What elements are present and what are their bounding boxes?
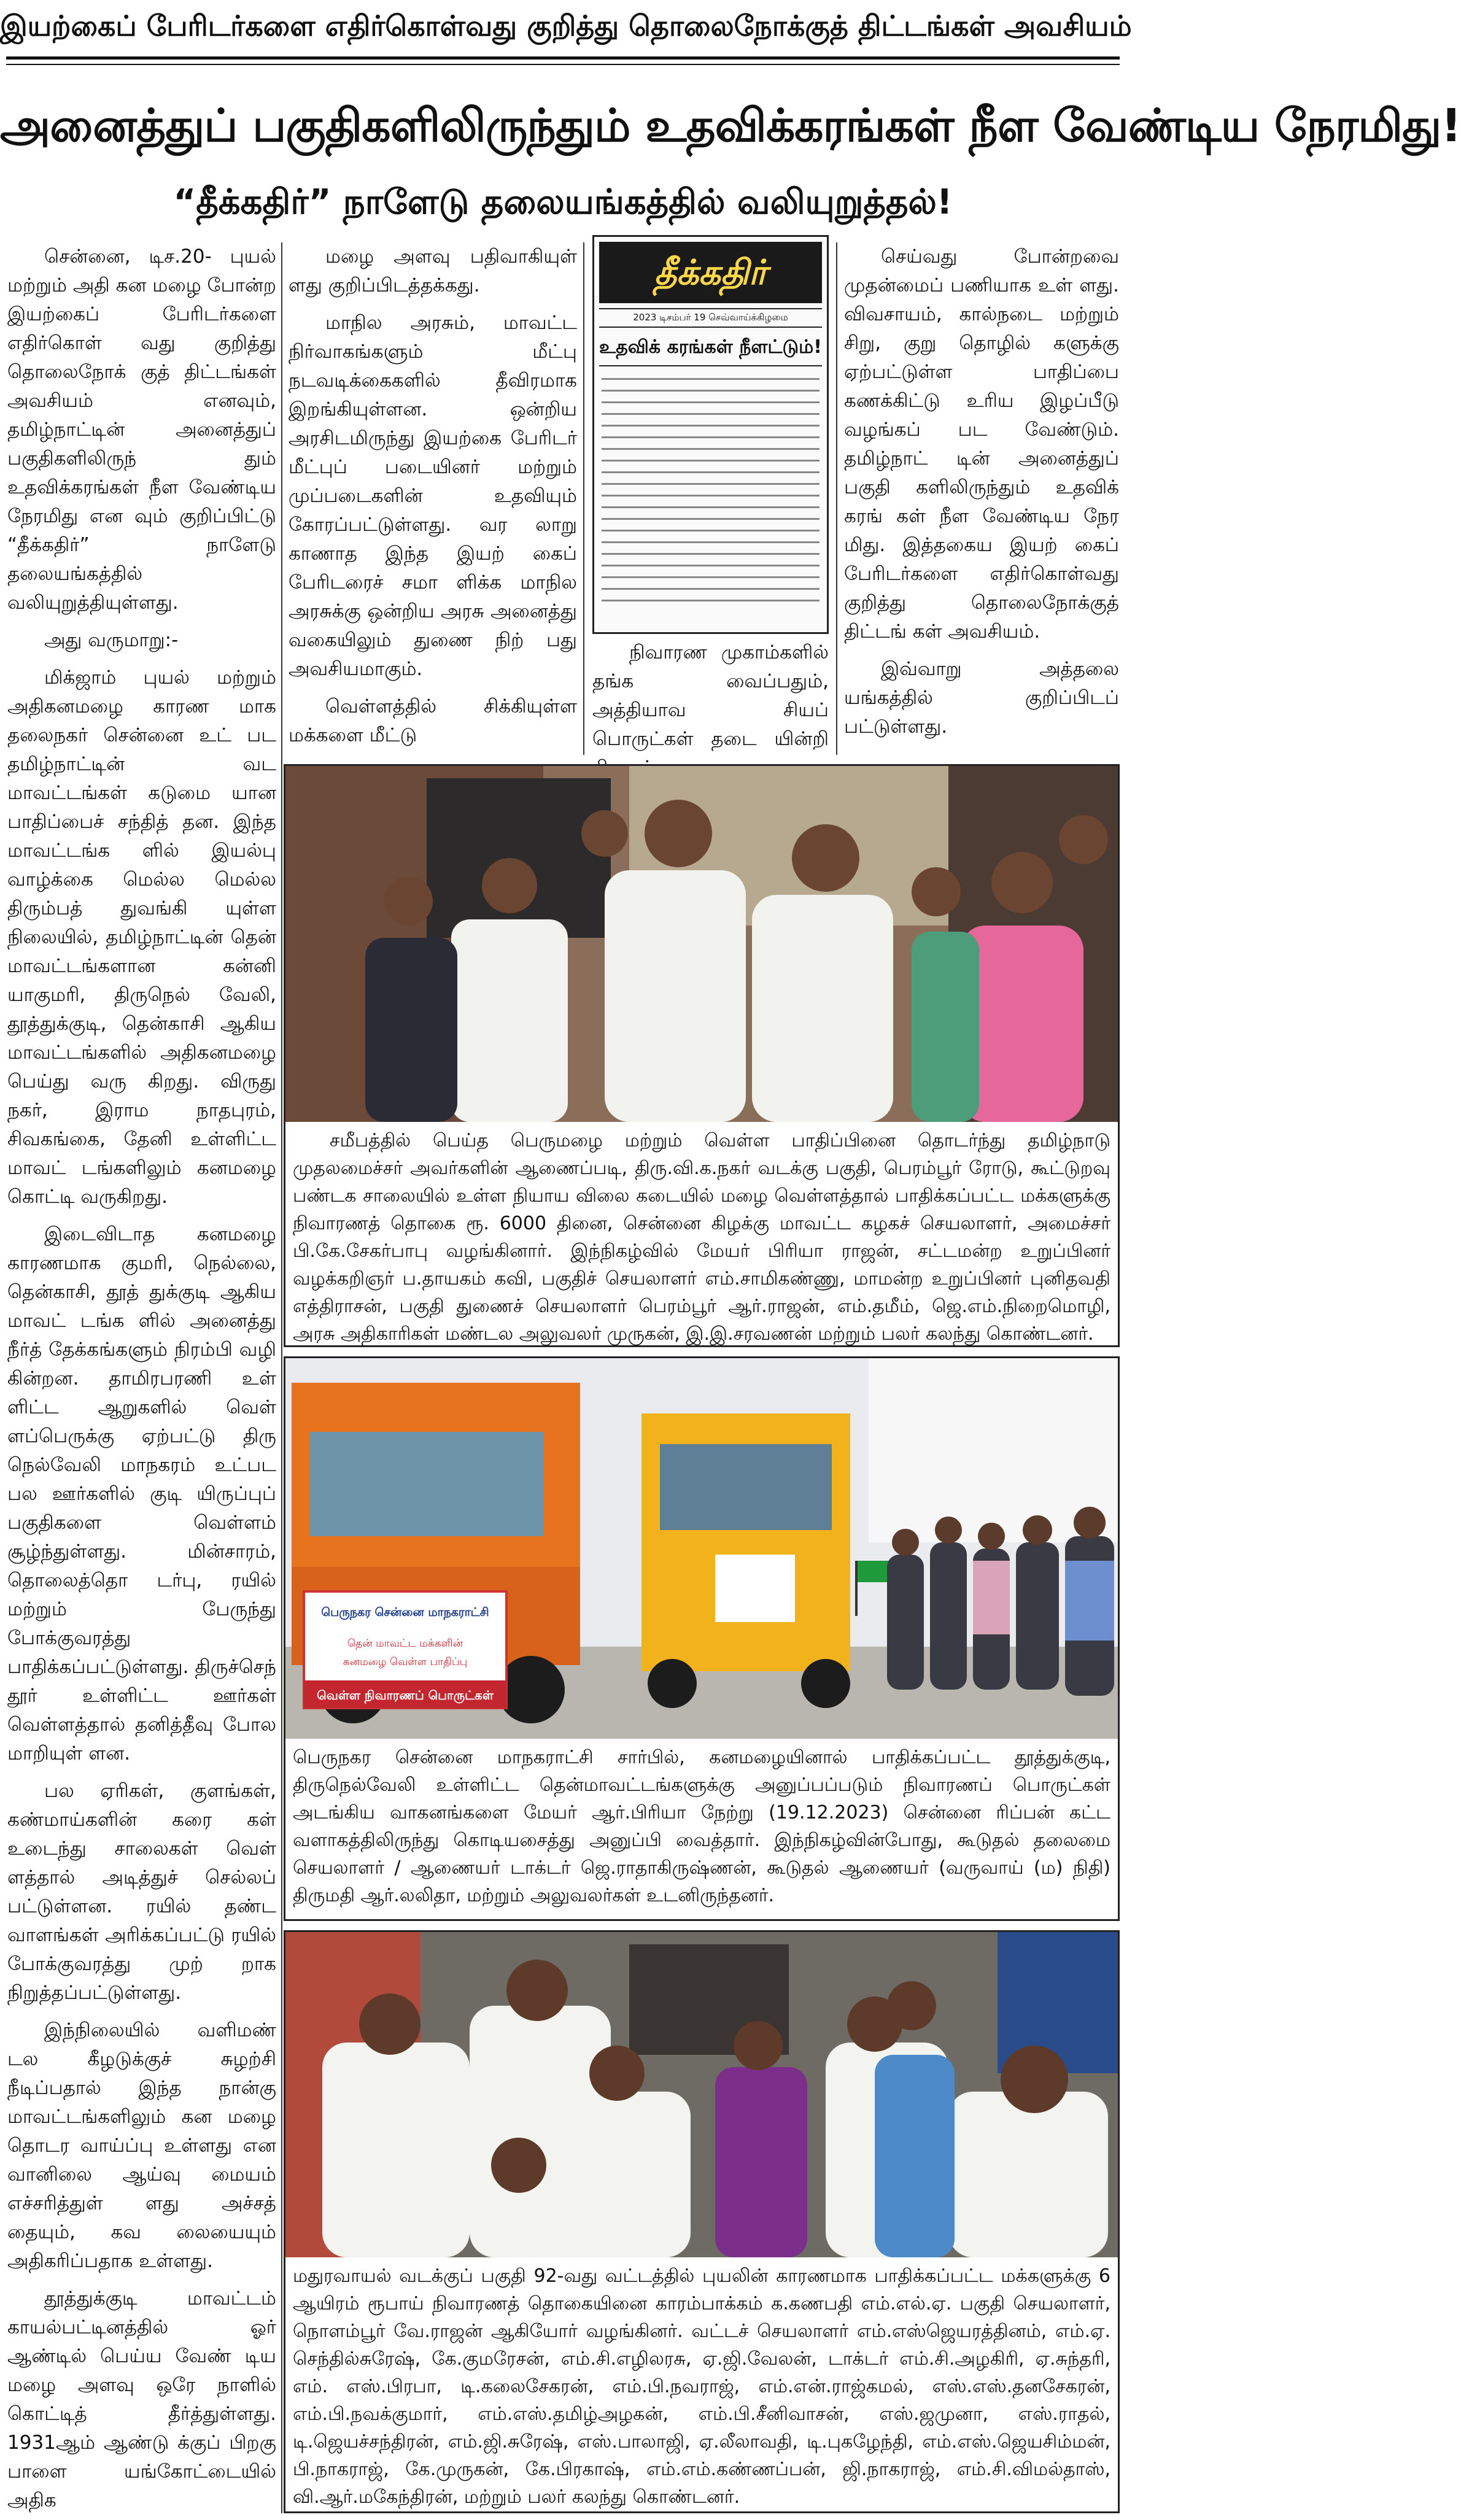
banner-line-2: கனமழை வெள்ள பாதிப்பு bbox=[343, 1656, 468, 1668]
article-column-4 bbox=[844, 242, 1119, 755]
relief-trucks-photo bbox=[285, 1358, 1118, 1739]
article-paragraph: மாநில அரசும், மாவட்ட நிர்வாகங்களும் மீட்பு நடவடிக்கைகளில் தீவிரமாக இறங்கியுள்ளன. ஒன்றிய அரசிடமிருந்து இயற்கை பேரிடர் மீட்புப் படையினர் மற்றும் முப்படைகளின் உதவியும் கோரப்பட்டுள்ளது. வர லாறு காணாத இந்த இயற் கைப் பேரிடரைச் சமா ளிக்க மாநில அரசுக்கு ஒன்றிய அரசு அனைத்து வகையிலும் துணை நிற் பது அவசியமாகும். bbox=[289, 312, 577, 680]
photo-block-3 bbox=[284, 1930, 1120, 2513]
subheadline: “தீக்கதிர்” நாளேடு தலையங்கத்தில் வலியுறுத்தல்! bbox=[173, 182, 953, 222]
article-column-3 bbox=[592, 638, 829, 755]
column-divider bbox=[583, 242, 584, 755]
banner-line-1: தென் மாவட்ட மக்களின் bbox=[347, 1637, 463, 1650]
article-column-1 bbox=[7, 242, 276, 2513]
article-column-2 bbox=[289, 242, 577, 752]
clipping-headline: உதவிக் கரங்கள் நீளட்டும்! bbox=[599, 336, 822, 366]
clipping-dateline: 2023 டிசம்பர் 19 செவ்வாய்க்கிழமை bbox=[599, 308, 822, 328]
photo-caption-3: மதுரவாயல் வடக்குப் பகுதி 92-வது வட்டத்தில் புயலின் காரணமாக பாதிக்கப்பட்ட மக்களுக்கு 6 ஆயிரம் ரூபாய் நிவாரணத் தொகையினை காரம்பாக்கம் க.கணபதி எம்.எல்.ஏ. பகுதி செயலாளர், நொளம்பூர் வே.ராஜன் ஆகியோர் வழங்கினர். வட்டச் செயலாளர் எம்.எஸ்ஜெயரத்தினம், எம்.ஏ. செந்தில்சுரேஷ், கே.குமரேசன், எம்.சி.எழிலரசு, ஏ.ஜி.வேலன், டாக்டர் எம்.சி.அழகிரி, ஏ.சுந்தரி, எம். எஸ்.பிரபா, டி.கலைசேகரன், எம்.பி.நவராஜ், எம்.என்.ராஜ்கமல், எஸ்.எஸ்.தனசேகரன், எம்.பி.நவக்குமார், எம்.எஸ்.தமிழ்அழகன், எம்.பி.சீனிவாசன், எஸ்.ஜமுனா, எஸ்.ராதல், டி.ஜெயச்சந்திரன், எம்.ஜி.சுரேஷ், எஸ்.பாலாஜி, ஏ.லீலாவதி, டி.புகழேந்தி, எம்.எஸ்.ஜெயசிம்மன், பி.நாகராஜ், கே.முருகன், கே.பிரகாஷ், எம்.எம்.கண்ணப்பன், ஜி.நாகராஜ், எம்.சி.விமல்தாஸ், வி.ஆர்.மகேந்திரன், மற்றும் பலர் கலந்து கொண்டனர். bbox=[293, 2265, 1110, 2508]
header-rule-top bbox=[6, 56, 1120, 60]
article-paragraph: இந்நிலையில் வளிமண் டல கீழடுக்குச் சுழற்சி நீடிப்பதால் இந்த நான்கு மாவட்டங்களிலும் கன மழை தொடர வாய்ப்பு உள்ளது என வானிலை ஆய்வு மையம் எச்சரித்துள் ளது அச்சத் தையும், கவ லையையும் அதிகரிப்பதாக உள்ளது. bbox=[7, 2019, 276, 2272]
banner-title: பெருநகர சென்னை மாநகராட்சி bbox=[321, 1606, 489, 1619]
article-paragraph: நிவாரண முகாம்களில் தங்க வைப்பதும், அத்தியாவ சியப் பொருட்கள் தடை யின்றி bbox=[592, 641, 829, 750]
article-paragraph: செய்வது போன்றவை முதன்மைப் பணியாக உள் ளது. விவசாயம், கால்நடை மற்றும் சிறு, குறு தொழில் களுக்கு ஏற்பட்டுள்ள பாதிப்பை கணக்கிட்டு உரிய இழப்பீடு வழங்கப் பட வேண்டும். தமிழ்நாட் டின் அனைத்துப் பகுதி களிலிருந்தும் உதவிக் கரங் கள் நீள வேண்டிய நேர மிது. இத்தகைய இயற் கைப் பேரிடர்களை எதிர்கொள்வது குறித்து தொலைநோக்குத் திட்டங் கள் அவசியம். bbox=[844, 245, 1119, 643]
banner-footer: வெள்ள நிவாரணப் பொருட்கள் bbox=[317, 1688, 494, 1703]
article-paragraph: வெள்ளத்தில் சிக்கியுள்ள மக்களை மீட்டு bbox=[289, 695, 577, 746]
kicker-line: இயற்கைப் பேரிடர்களை எதிர்கொள்வது குறித்து தொலைநோக்குத் திட்டங்கள் அவசியம் bbox=[0, 9, 1132, 42]
newspaper-clipping bbox=[592, 235, 829, 634]
article-paragraph: மழை அளவு பதிவாகியுள் ளது குறிப்பிடத்தக்கது. bbox=[289, 245, 577, 296]
photo-block-1 bbox=[284, 764, 1120, 1347]
relief-distribution-photo bbox=[285, 766, 1118, 1122]
headline: அனைத்துப் பகுதிகளிலிருந்தும் உதவிக்கரங்கள் நீள வேண்டிய நேரமிது! bbox=[0, 99, 1461, 152]
clipping-masthead: தீக்கதிர் bbox=[599, 242, 822, 303]
article-paragraph: இவ்வாறு அத்தலை யங்கத்தில் குறிப்பிடப் பட்டுள்ளது. bbox=[844, 658, 1119, 738]
article-paragraph: இடைவிடாத கனமழை காரணமாக குமரி, நெல்லை, தென்காசி, தூத் துக்குடி ஆகிய மாவட் டங்க ளில் அனைத்து நீர்த் தேக்கங்களும் நிரம்பி வழி கின்றன. தாமிரபரணி உள் ளிட்ட ஆறுகளில் வெள் ளப்பெருக்கு ஏற்பட்டு திரு நெல்வேலி மாநகரம் உட்பட பல ஊர்களில் குடி யிருப்புப் பகுதிகளை வெள்ளம் சூழ்ந்துள்ளது. மின்சாரம், தொலைத்தொ டர்பு, ரயில் மற்றும் பேருந்து போக்குவரத்து பாதிக்கப்பட்டுள்ளது. திருச்செந் தூர் உள்ளிட்ட ஊர்கள் வெள்ளத்தால் தனித்தீவு போல மாறியுள் ளன. bbox=[7, 1223, 276, 1764]
header-rule-thin bbox=[6, 64, 1120, 65]
column-divider bbox=[281, 242, 282, 2513]
photo-caption-2: பெருநகர சென்னை மாநகராட்சி சார்பில், கனமழையினால் பாதிக்கப்பட்ட தூத்துக்குடி, திருநெல்வேலி உள்ளிட்ட தென்மாவட்டங்களுக்கு அனுப்பப்படும் நிவாரணப் பொருட்கள் அடங்கிய வாகனங்களை மேயர் ஆர்.பிரியா நேற்று (19.12.2023) சென்னை ரிப்பன் கட்ட வளாகத்திலிருந்து கொடியசைத்து அனுப்பி வைத்தார். இந்நிகழ்வின்போது, கூடுதல் தலைமை செயலாளர் / ஆணையர் டாக்டர் ஜெ.ராதாகிருஷ்ணன், கூடுதல் ஆணையர் (வருவாய் (ம) நிதி) திருமதி ஆர்.லலிதா, மற்றும் அலுவலர்கள் உடனிருந்தனர். bbox=[293, 1747, 1110, 1906]
article-paragraph: அது வருமாறு:- bbox=[44, 629, 179, 651]
article-paragraph: தூத்துக்குடி மாவட்டம் காயல்பட்டினத்தில் ஓர் ஆண்டில் பெய்ய வேண் டிய மழை அளவு ஒரே நாளில் கொட்டித் தீர்த்துள்ளது. 1931ஆம் ஆண்டு க்குப் பிறகு பாளை யங்கோட்டையில் அதிக bbox=[7, 2287, 276, 2511]
clipping-body-text bbox=[602, 373, 820, 606]
article-paragraph: மிக்ஜாம் புயல் மற்றும் அதிகனமழை காரண மாக தலைநகர் சென்னை உட் பட தமிழ்நாட்டின் வட மாவட்டங்கள் கடுமை யான பாதிப்பைச் சந்தித் தன. இந்த மாவட்டங்க ளில் இயல்பு வாழ்க்கை மெல்ல மெல்ல திரும்பத் துவங்கி யுள்ள நிலையில், தமிழ்நாட்டின் தென் மாவட்டங்களான கன்னி யாகுமரி, திருநெல் வேலி, தூத்துக்குடி, தென்காசி ஆகிய மாவட்டங்களில் அதிகனமழை பெய்து வரு கிறது. விருது நகர், இராம நாதபுரம், சிவகங்கை, தேனி உள்ளிட்ட மாவட் டங்களிலும் கனமழை கொட்டி வருகிறது. bbox=[7, 667, 276, 1208]
column-divider bbox=[836, 242, 837, 755]
article-paragraph: சென்னை, டிச.20- புயல் மற்றும் அதி கன மழை போன்ற இயற்கைப் பேரிடர்களை எதிர்கொள் வது குறித்து தொலைநோக் குத் திட்டங்கள் அவசியம் எனவும், தமிழ்நாட்டின் அனைத்துப் பகுதிகளிலிருந் தும் உதவிக்கரங்கள் நீள வேண்டிய நேரமிது என வும் குறிப்பிட்டு “தீக்கதிர்” நாளேடு தலையங்கத்தில் வலியுறுத்தியுள்ளது. bbox=[7, 245, 276, 614]
photo-caption-1: சமீபத்தில் பெய்த பெருமழை மற்றும் வெள்ள பாதிப்பினை தொடர்ந்து தமிழ்நாடு முதலமைச்சர் அவர்களின் ஆணைப்படி, திரு.வி.க.நகர் வடக்கு பகுதி, பெரம்பூர் ரோடு, கூட்டுறவு பண்டக சாலையில் உள்ள நியாய விலை கடையில் மழை வெள்ளத்தால் பாதிக்கப்பட்ட மக்களுக்கு நிவாரணத் தொகை ரூ. 6000 தினை, சென்னை கிழக்கு மாவட்ட கழகச் செயலாளர், அமைச்சர் பி.கே.சேகர்பாபு வழங்கினார். இந்நிகழ்வில் மேயர் பிரியா ராஜன், சட்டமன்ற உறுப்பினர் வழக்கறிஞர் ப.தாயகம் கவி, பகுதிச் செயலாளர் எம்.சாமிகண்ணு, மாமன்ற உறுப்பினர் புனிதவதி எத்திராசன், பகுதி துணைச் செயலாளர் பெரம்பூர் ஆர்.ராஜன், எம்.தமீம், ஜெ.எம்.நிறைமொழி, அரசு அதிகாரிகள் மண்டல அலுவலர் முருகன், இ.இ.சரவணன் மற்றும் பலர் கலந்து கொண்டனர். bbox=[293, 1130, 1110, 1345]
article-paragraph: பல ஏரிகள், குளங்கள், கண்மாய்களின் கரை கள் உடைந்து சாலைகள் வெள் ளத்தால் அடித்துச் செல்லப் பட்டுள்ளன. ரயில் தண்ட வாளங்கள் அரிக்கப்பட்டு ரயில் போக்குவரத்து முற் றாக நிறுத்தப்பட்டுள்ளது. bbox=[7, 1780, 276, 2004]
relief-cash-distribution-photo bbox=[285, 1932, 1118, 2257]
photo-block-2 bbox=[284, 1356, 1120, 1921]
